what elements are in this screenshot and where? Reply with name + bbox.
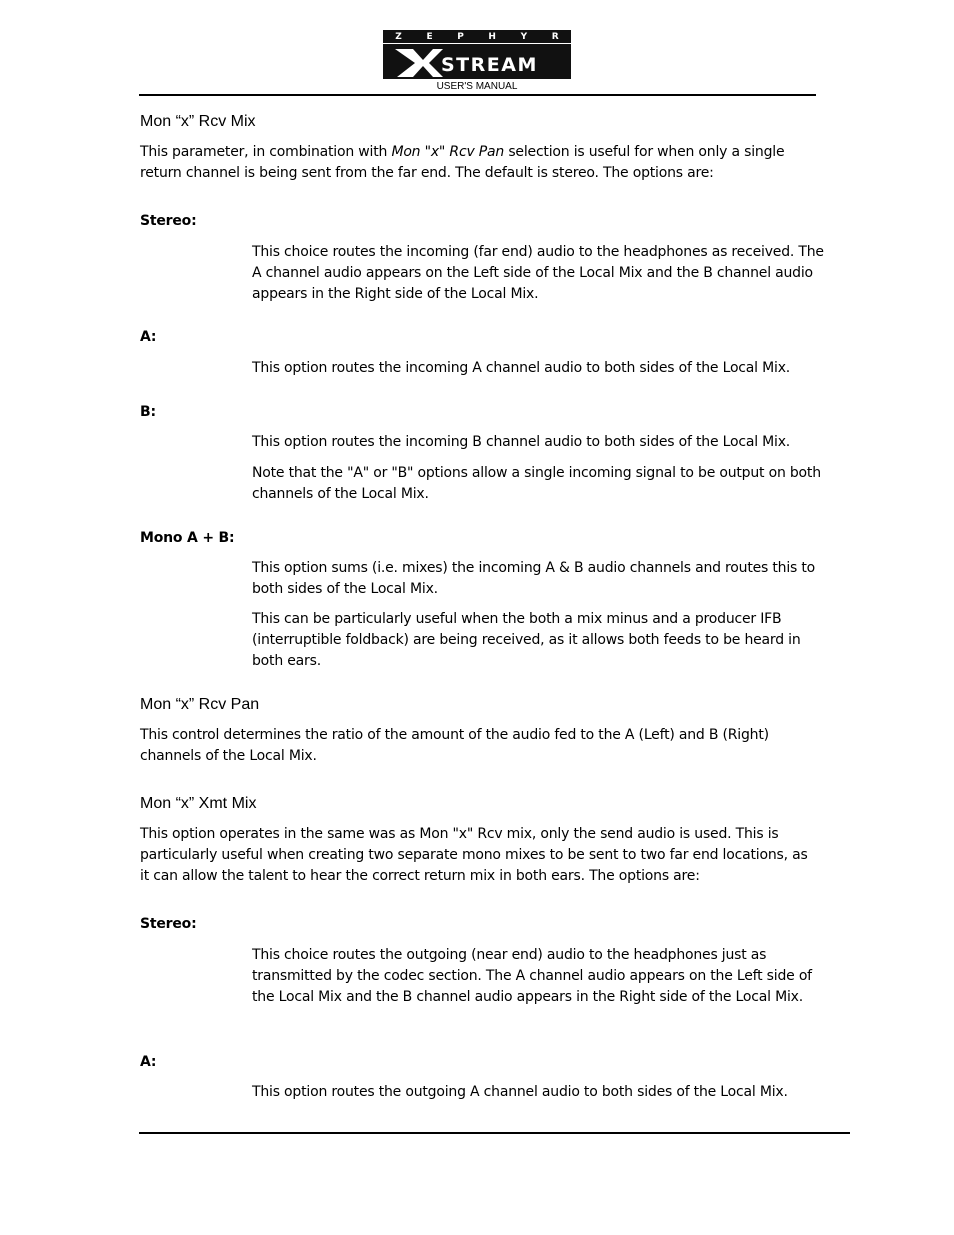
header-rule [139,94,816,96]
option-desc-a: This option routes the incoming A channel audio to both sides of the Local Mix. [252,360,791,376]
option-term-stereo: Stereo: [140,213,197,229]
logo-stream-text: STREAM [441,54,538,76]
logo-letter: Z [395,31,402,42]
option-term-mono: Mono A + B: [140,530,235,546]
section-heading-rcv-pan: Mon “x” Rcv Pan [140,696,260,713]
intro-text: This parameter, in combination with [140,144,392,160]
logo-letter: P [457,31,464,42]
xmt-option-desc-a: This option routes the outgoing A channel audio to both sides of the Local Mix. [252,1084,788,1100]
xmt-option-desc-stereo: This choice routes the outgoing (near end) audio to the headphones just as transmitted by the codec section. The A channel audio appears on the Left side of the Local Mix and the B channel audio appears in the Right side of the Local Mix. [252,947,812,1005]
logo-letter: E [426,31,433,42]
option-desc-stereo: This choice routes the incoming (far end) audio to the headphones as received. The A channel audio appears on the Left side of the Local Mix and the B channel audio appears in the Right side of the Local Mix. [252,244,824,302]
option-term-b: B: [140,404,156,420]
option-term-a: A: [140,329,157,345]
xmt-option-term-stereo: Stereo: [140,916,197,932]
logo-letter: R [551,31,559,42]
logo-letter: Y [520,31,528,42]
footer-rule [139,1132,850,1134]
xmt-option-term-a: A: [140,1054,157,1070]
intro-text: selection is useful for when only a single return channel is being sent from the far end. The default is stereo. The options are: [140,144,785,181]
option-desc-b: This option routes the incoming B channel audio to both sides of the Local Mix. [252,434,791,450]
option-note-mono: This can be particularly useful when the both a mix minus and a producer IFB (interruptible foldback) are being received, as it allows both feeds to be heard in both ears. [252,611,801,669]
section-heading-xmt-mix: Mon “x” Xmt Mix [140,795,257,812]
option-desc-mono: This option sums (i.e. mixes) the incoming A & B audio channels and routes this to both sides of the Local Mix. [252,560,816,597]
intro-emphasis: Mon "x" Rcv Pan [391,144,505,160]
xmt-mix-intro: This option operates in the same was as Mon "x" Rcv mix, only the send audio is used. This is particularly useful when creating two separate mono mixes to be sent to two far end locations, as it can allow the talent to hear the correct return mix in both ears. The options are: [140,826,808,884]
option-note-b: Note that the "A" or "B" options allow a single incoming signal to be output on both channels of the Local Mix. [252,465,821,502]
logo-letter-row [383,30,571,44]
logo-letter: H [488,31,496,42]
logo-caption: USER'S MANUAL [436,81,518,92]
rcv-pan-body: This control determines the ratio of the amount of the audio fed to the A (Left) and B (Right) channels of the Local Mix. [140,727,769,764]
section-heading-rcv-mix: Mon “x” Rcv Mix [140,113,256,130]
zephyr-xstream-logo [383,30,571,79]
rcv-mix-intro [140,142,820,184]
logo-xstream-mark [383,45,571,79]
